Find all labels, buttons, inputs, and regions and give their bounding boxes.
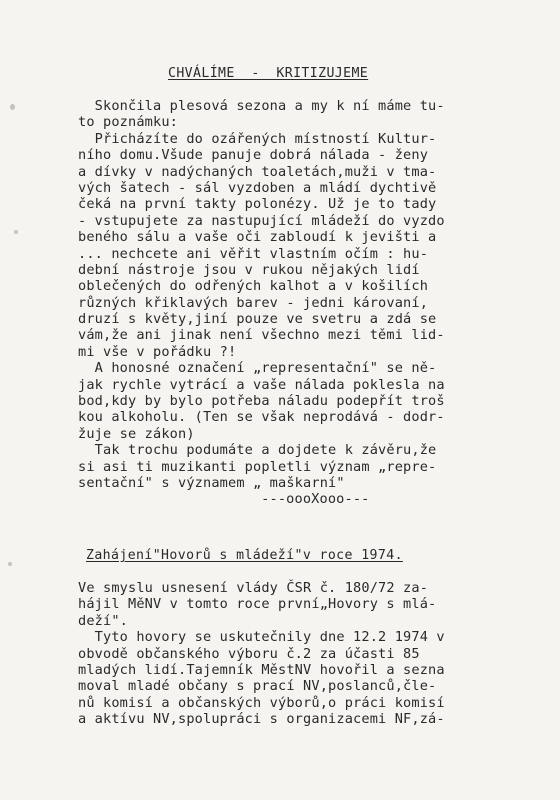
text-line: Tyto hovory se uskutečnily dne 12.2 1974 v bbox=[78, 629, 445, 646]
text-line: si asi ti muzikanti popletli význam „repre- bbox=[78, 458, 437, 475]
text-line: Skončila plesová sezona a my k ní máme tu- bbox=[78, 98, 445, 114]
text-line: A honosné označení „representační" se ně- bbox=[78, 360, 437, 377]
text-line: ního domu.Všude panuje dobrá nálada - ženy bbox=[78, 147, 429, 164]
section-separator: ---oooXooo--- bbox=[261, 491, 370, 508]
text-line: bod,kdy by bylo potřeba náladu podepřít troš bbox=[78, 393, 445, 410]
article-body-plesova-sezona bbox=[78, 98, 445, 508]
text-line: žuje se zákon) bbox=[78, 425, 195, 442]
text-line: druzí s květy,jiní pouze ve svetru a zdá se bbox=[78, 311, 437, 328]
text-line: vých šatech - sál vyzdoben a mládí dychtivě bbox=[78, 179, 437, 196]
text-line: kou alkoholu. (Ten se však neprodává - dodr- bbox=[78, 409, 445, 426]
text-line: to poznámku: bbox=[78, 114, 179, 131]
text-line: beného sálu a vaše oči zabloudí k jevišti a bbox=[78, 229, 437, 246]
article-title-hovory-s-mladezi: Zahájení"Hovorů s mládeží"v roce 1974. bbox=[86, 548, 403, 563]
punch-hole-mark bbox=[10, 104, 15, 110]
text-line: ... nechcete ani věřit vlastním očím : hu- bbox=[78, 245, 429, 262]
text-line: deží". bbox=[78, 612, 129, 629]
text-line: moval mladé občany s prací NV,poslanců,čle- bbox=[78, 678, 437, 695]
text-line: mladých lidí.Tajemník MěstNV hovořil a sezna bbox=[78, 661, 445, 678]
text-line: hájil MěNV v tomto roce první„Hovory s mlá- bbox=[78, 596, 437, 613]
text-line: jak rychle vytrácí a vaše nálada poklesla na bbox=[78, 376, 445, 393]
text-line: mi vše v pořádku ?! bbox=[78, 343, 237, 360]
text-line: Tak trochu podumáte a dojdete k závěru,že bbox=[78, 442, 437, 459]
punch-hole-mark bbox=[14, 230, 18, 234]
text-line: různých křiklavých barev - jedni károvaní, bbox=[78, 294, 429, 311]
article-body-hovory-s-mladezi bbox=[78, 580, 445, 728]
text-line: čeká na první takty polonézy. Už je to tady bbox=[78, 196, 437, 213]
text-line: vám,že ani jinak není všechno mezi těmi lid- bbox=[78, 327, 445, 344]
text-line: Ve smyslu usnesení vlády ČSR č. 180/72 za- bbox=[78, 580, 429, 596]
punch-hole-mark bbox=[8, 562, 12, 566]
text-line: obvodě občanského výboru č.2 za účasti 85 bbox=[78, 645, 420, 662]
text-line: Přicházíte do ozářených místností Kultur- bbox=[78, 130, 437, 147]
text-line: oblečených do odřených kalhot a v košilích bbox=[78, 278, 429, 295]
text-line: - vstupujete za nastupující mládeží do vyzdo bbox=[78, 212, 445, 229]
text-line: a dívky v nadýchaných toaletách,muži v tma- bbox=[78, 163, 437, 180]
text-line: a aktívu NV,spolupráci s organizacemi NF,zá- bbox=[78, 711, 445, 728]
article-title-chvalime-kritizujeme: CHVÁLÍME - KRITIZUJEME bbox=[168, 66, 369, 81]
text-line: sentační" s významem „ maškarní" bbox=[78, 474, 345, 491]
text-line: nů komisí a občanských výborů,o práci komisí bbox=[78, 694, 445, 711]
text-line: dební nástroje jsou v rukou nějakých lidí bbox=[78, 261, 420, 278]
